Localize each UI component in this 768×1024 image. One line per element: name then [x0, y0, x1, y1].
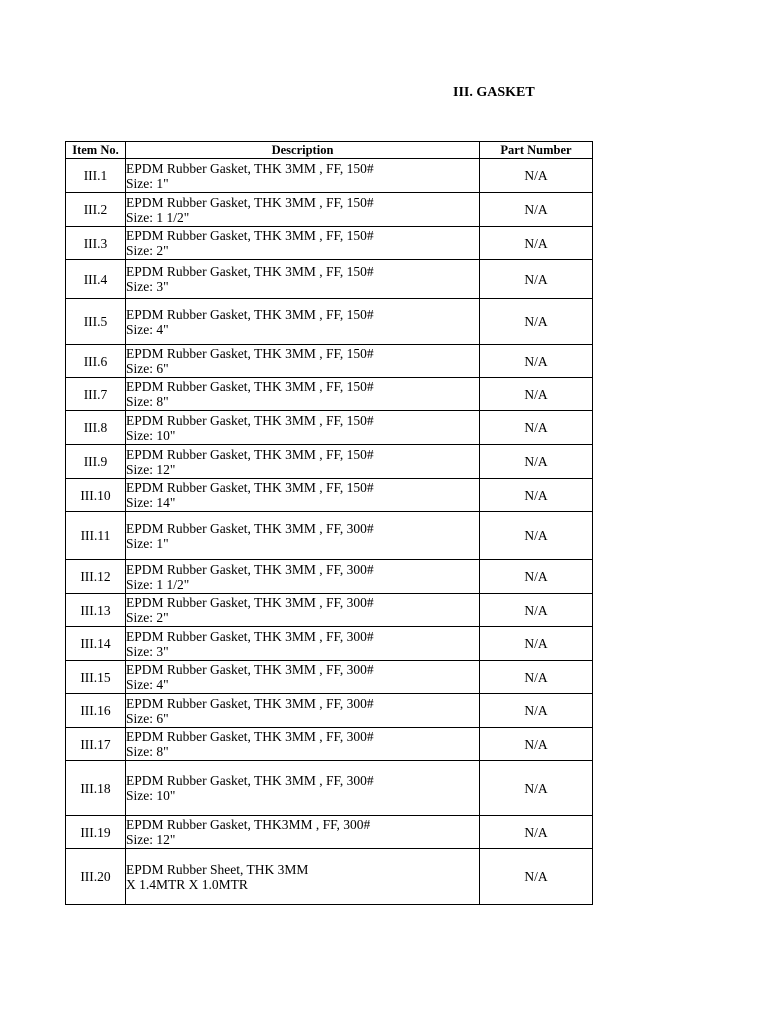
description-line2: Size: 1 1/2": [126, 576, 190, 592]
table-header-row: [66, 142, 593, 159]
table-row: [66, 661, 593, 694]
table-row: [66, 694, 593, 728]
description-line2: Size: 6": [126, 361, 169, 376]
table-row: [66, 299, 593, 345]
header-part-number: Part Number: [480, 142, 593, 159]
part-number: N/A: [480, 694, 593, 728]
part-number: N/A: [480, 849, 593, 905]
description-line1: EPDM Rubber Gasket, THK 3MM , FF, 150#: [126, 228, 374, 243]
item-no: III.2: [66, 193, 126, 227]
description-line1: EPDM Rubber Gasket, THK 3MM , FF, 300#: [126, 520, 374, 536]
part-number: N/A: [480, 560, 593, 594]
description-line1: EPDM Rubber Gasket, THK3MM , FF, 300#: [126, 817, 371, 832]
table-row: [66, 761, 593, 816]
description-line1: EPDM Rubber Gasket, THK 3MM , FF, 150#: [126, 306, 374, 322]
description: [126, 260, 480, 299]
description-line1: EPDM Rubber Gasket, THK 3MM , FF, 300#: [126, 773, 374, 788]
description-line1: EPDM Rubber Gasket, THK 3MM , FF, 300#: [126, 662, 374, 677]
table-row: [66, 728, 593, 761]
description: [126, 193, 480, 227]
part-number: N/A: [480, 627, 593, 661]
description-line2: Size: 3": [126, 643, 169, 659]
item-no: III.15: [66, 661, 126, 694]
table-row: [66, 849, 593, 905]
description-line1: EPDM Rubber Gasket, THK 3MM , FF, 150#: [126, 194, 374, 210]
part-number: N/A: [480, 728, 593, 761]
description-line2: X 1.4MTR X 1.0MTR: [126, 876, 248, 892]
description-line1: EPDM Rubber Gasket, THK 3MM , FF, 150#: [126, 346, 374, 361]
description: [126, 594, 480, 627]
description: [126, 299, 480, 345]
part-number: N/A: [480, 594, 593, 627]
description-line1: EPDM Rubber Gasket, THK 3MM , FF, 150#: [126, 379, 374, 394]
description-line1: EPDM Rubber Gasket, THK 3MM , FF, 300#: [126, 561, 374, 577]
table-row: [66, 193, 593, 227]
description-line2: Size: 3": [126, 279, 169, 294]
table-row: [66, 816, 593, 849]
description-line2: Size: 12": [126, 461, 176, 477]
part-number: N/A: [480, 761, 593, 816]
page-title: III. GASKET: [453, 85, 535, 100]
description-line1: EPDM Rubber Gasket, THK 3MM , FF, 150#: [126, 480, 374, 495]
description-line2: Size: 2": [126, 243, 169, 258]
description-line1: EPDM Rubber Gasket, THK 3MM , FF, 150#: [126, 160, 374, 176]
description: [126, 479, 480, 512]
description-line2: Size: 4": [126, 677, 169, 692]
item-no: III.19: [66, 816, 126, 849]
description-line1: EPDM Rubber Gasket, THK 3MM , FF, 300#: [126, 695, 374, 711]
description: [126, 849, 480, 905]
table-row: [66, 445, 593, 479]
item-no: III.1: [66, 159, 126, 193]
part-number: N/A: [480, 816, 593, 849]
description: [126, 560, 480, 594]
part-number: N/A: [480, 227, 593, 260]
description-line1: EPDM Rubber Gasket, THK 3MM , FF, 150#: [126, 412, 374, 428]
part-number: N/A: [480, 479, 593, 512]
item-no: III.4: [66, 260, 126, 299]
description-line2: Size: 2": [126, 610, 169, 625]
table-row: [66, 260, 593, 299]
description-line2: Size: 1 1/2": [126, 209, 190, 225]
part-number: N/A: [480, 260, 593, 299]
description: [126, 345, 480, 378]
item-no: III.8: [66, 411, 126, 445]
item-no: III.13: [66, 594, 126, 627]
description: [126, 512, 480, 560]
description: [126, 816, 480, 849]
item-no: III.5: [66, 299, 126, 345]
part-number: N/A: [480, 345, 593, 378]
table-row: [66, 378, 593, 411]
description-line1: EPDM Rubber Gasket, THK 3MM , FF, 150#: [126, 264, 374, 279]
item-no: III.3: [66, 227, 126, 260]
item-no: III.14: [66, 627, 126, 661]
description-line1: EPDM Rubber Gasket, THK 3MM , FF, 300#: [126, 595, 374, 610]
description: [126, 378, 480, 411]
description-line2: Size: 14": [126, 495, 176, 510]
description-line1: EPDM Rubber Gasket, THK 3MM , FF, 300#: [126, 729, 374, 744]
description-line2: Size: 1": [126, 175, 169, 191]
description-line2: Size: 6": [126, 710, 169, 726]
table-row: [66, 411, 593, 445]
table-row: [66, 512, 593, 560]
description: [126, 445, 480, 479]
header-description: Description: [126, 142, 480, 159]
description-line2: Size: 10": [126, 788, 176, 803]
item-no: III.7: [66, 378, 126, 411]
description: [126, 227, 480, 260]
description-line2: Size: 8": [126, 394, 169, 409]
item-no: III.10: [66, 479, 126, 512]
description: [126, 694, 480, 728]
table-row: [66, 159, 593, 193]
item-no: III.16: [66, 694, 126, 728]
item-no: III.11: [66, 512, 126, 560]
part-number: N/A: [480, 159, 593, 193]
table-row: [66, 560, 593, 594]
description-line2: Size: 12": [126, 832, 176, 847]
part-number: N/A: [480, 445, 593, 479]
description-line2: Size: 1": [126, 535, 169, 551]
part-number: N/A: [480, 512, 593, 560]
item-no: III.20: [66, 849, 126, 905]
item-no: III.6: [66, 345, 126, 378]
description: [126, 627, 480, 661]
description-line1: EPDM Rubber Gasket, THK 3MM , FF, 300#: [126, 628, 374, 644]
description-line2: Size: 4": [126, 321, 169, 337]
gasket-table: [65, 141, 593, 905]
description-line1: EPDM Rubber Gasket, THK 3MM , FF, 150#: [126, 446, 374, 462]
item-no: III.18: [66, 761, 126, 816]
part-number: N/A: [480, 193, 593, 227]
description-line2: Size: 10": [126, 427, 176, 443]
description: [126, 411, 480, 445]
item-no: III.17: [66, 728, 126, 761]
description: [126, 661, 480, 694]
item-no: III.12: [66, 560, 126, 594]
description: [126, 728, 480, 761]
table-row: [66, 345, 593, 378]
part-number: N/A: [480, 411, 593, 445]
part-number: N/A: [480, 661, 593, 694]
part-number: N/A: [480, 378, 593, 411]
header-item-no: Item No.: [66, 142, 126, 159]
part-number: N/A: [480, 299, 593, 345]
description-line2: Size: 8": [126, 744, 169, 759]
table-row: [66, 479, 593, 512]
description: [126, 159, 480, 193]
item-no: III.9: [66, 445, 126, 479]
description-line1: EPDM Rubber Sheet, THK 3MM: [126, 861, 309, 877]
table-row: [66, 227, 593, 260]
table-row: [66, 594, 593, 627]
description: [126, 761, 480, 816]
table-row: [66, 627, 593, 661]
